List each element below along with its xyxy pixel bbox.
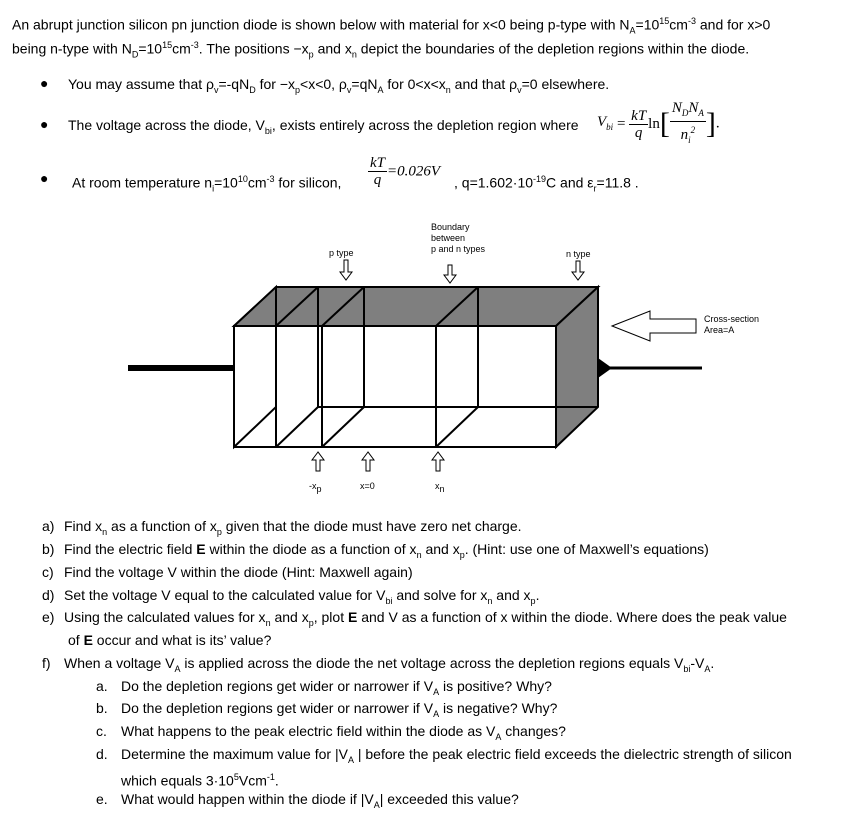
cross-section-arrow-icon [612,311,696,341]
intro-line-1: An abrupt junction silicon pn junction diode is shown below with material for x<0 being p-type with $N_A=10^{15}cm^{-3}$ and for x>0 [12,16,771,36]
xp-label: $-x_p$ [309,481,322,494]
xn-label: $x_n$ [435,481,445,494]
ntype-arrow-icon [572,261,584,280]
x0-label: x=0 [360,481,375,491]
question-d: d) Set the voltage V equal to the calculated value for $V_{bi}$ and solve for $x_n$ and $x_p$. [42,587,540,606]
kt-over-q-formula: $\frac{kT}{q}$ =0.026V [370,155,441,188]
ptype-label: p type [329,248,354,258]
question-a: a) Find $x_n$ as a function of $x_p$ given that the diode must have zero net charge. [42,518,522,537]
question-f-b: b. Do the depletion regions get wider or narrower if $V_A$ is negative? Why? [96,700,558,719]
bullet-dot-1: ● [40,75,49,91]
top-face [234,287,598,326]
boundary-arrow-icon [444,265,456,283]
diode-diagram [0,215,866,505]
front-face [234,326,556,447]
question-f: f) When a voltage $V_A$ is applied across the diode the net voltage across the depletion regions equals $V_{bi}-V_A$. [42,655,715,674]
boundary-label: Boundary between p and n types [431,222,486,254]
vbi-formula: $V_{bi}$ = $\frac{kT}{q}$ ln[ $\frac{N_DN_A}{n_i^2}$ ]. [597,100,720,145]
xp-arrow-icon [312,452,324,471]
question-e-line2: of E occur and what is its’ value? [68,632,272,648]
bullet-assumption: You may assume that $\rho_v=-qN_D$ for $-x_p<x<0$, $\rho_v=qN_A$ for $0<x<x_n$ and that $\rho_v=0$ elsewhere. [68,76,610,95]
question-f-c: c. What happens to the peak electric field within the diode as $V_A$ changes? [96,723,566,742]
question-e: e) Using the calculated values for $x_n$ and $x_p$, plot E and V as a function of x within the diode. Where does the peak value [42,609,787,628]
question-f-d-line2: which equals $3\cdot 10^5Vcm^{-1}$. [121,772,279,789]
bullet-dot-3: ● [40,170,49,186]
cross-section-label: Cross-section Area=A [704,314,760,335]
question-f-d: d. Determine the maximum value for $|V_A$ | before the peak electric field exceeds the dielectric strength of silicon [96,746,792,765]
bullet-voltage: The voltage across the diode, $V_{bi}$, exists entirely across the depletion region where [68,117,579,136]
ntype-label: n type [566,249,591,259]
bullet-room-temp-tail: , $q=1.602\cdot 10^{-19}C$ and $\varepsilon_r=11.8$ . [454,174,639,194]
bullet-dot-2: ● [40,116,49,132]
right-lead-tip [598,358,612,378]
xn-arrow-icon [432,452,444,471]
question-b: b) Find the electric field E within the diode as a function of $x_n$ and $x_p$. (Hint: use one of Maxwell’s equations) [42,541,709,560]
question-f-a: a. Do the depletion regions get wider or narrower if $V_A$ is positive? Why? [96,678,552,697]
ptype-arrow-icon [340,260,352,280]
x0-arrow-icon [362,452,374,471]
question-f-e: e. What would happen within the diode if $|V_A|$ exceeded this value? [96,791,519,810]
bullet-room-temp: At room temperature $n_i=10^{10}cm^{-3}$ for silicon, [72,174,342,194]
intro-line-2: being n-type with $N_D=10^{15}cm^{-3}$. The positions $-x_p$ and $x_n$ depict the boundaries of the depletion regions within the diode. [12,40,750,60]
question-c: c) Find the voltage V within the diode (Hint: Maxwell again) [42,564,413,580]
